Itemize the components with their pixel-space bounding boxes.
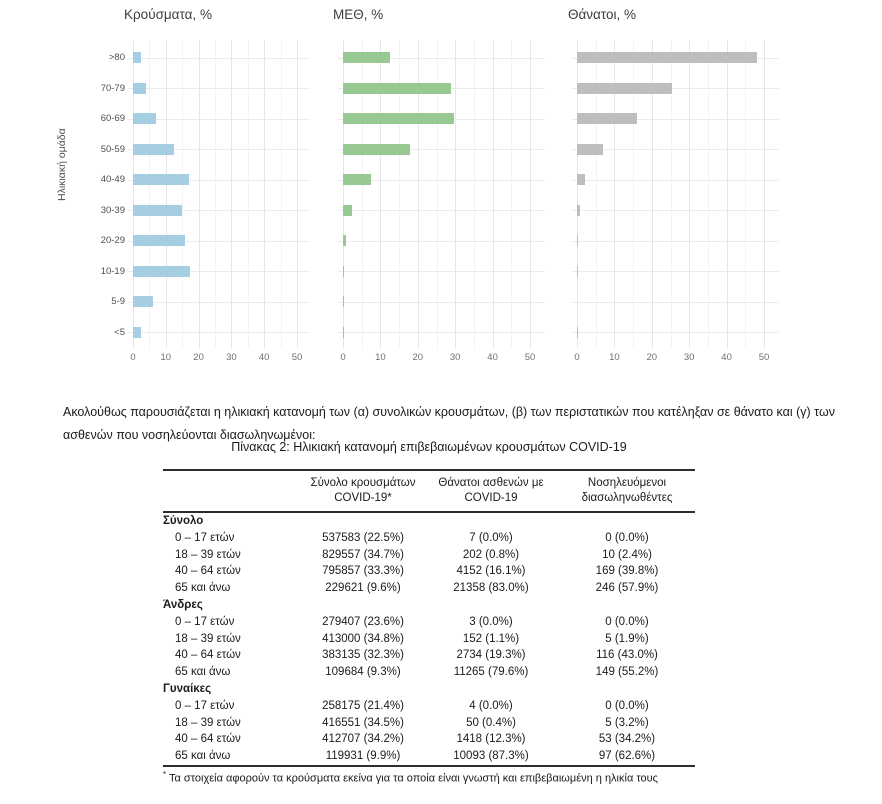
x-tick-label: 40	[487, 352, 498, 363]
category-label: 50-59	[100, 143, 125, 155]
column-header: Σύνολο κρουσμάτων COVID-19*	[310, 477, 416, 504]
bar-50-59	[577, 144, 603, 155]
gridline-category	[338, 332, 545, 333]
gridline-category	[338, 210, 545, 211]
table-row	[163, 647, 695, 664]
gridline-category	[572, 241, 779, 242]
deaths-value: 152 (1.1%)	[462, 632, 520, 645]
empty-cell	[559, 681, 695, 698]
table-header-row	[163, 470, 695, 512]
deaths-value: 7 (0.0%)	[469, 531, 513, 544]
cases-value: 258175 (21.4%)	[322, 699, 404, 712]
bar-40-49	[133, 174, 189, 185]
cases-value: 119931 (9.9%)	[325, 750, 401, 763]
category-label: <5	[114, 326, 125, 338]
bar-10-19	[577, 266, 578, 277]
table-row	[163, 664, 695, 681]
deaths-value: 3 (0.0%)	[469, 615, 513, 628]
empty-cell	[559, 512, 695, 530]
intubated-value: 116 (43.0%)	[596, 649, 658, 662]
table-row	[163, 530, 695, 547]
y-axis-title: Ηλικιακή ομάδα	[56, 128, 68, 201]
age-group-label: 65 και άνω	[175, 582, 231, 595]
x-tick-label: 20	[646, 352, 658, 363]
table-row	[163, 580, 695, 597]
deaths-value: 2734 (19.3%)	[456, 649, 526, 662]
table-row	[163, 731, 695, 748]
chart-title-deaths: Θάνατοι, %	[568, 7, 637, 22]
section-row	[163, 681, 695, 698]
intubated-value: 169 (39.8%)	[595, 565, 659, 578]
x-tick-label: 40	[258, 352, 270, 363]
age-group-label: 0 – 17 ετών	[175, 531, 235, 544]
cases-value: 795857 (33.3%)	[322, 565, 404, 578]
category-label: 30-39	[100, 204, 125, 216]
empty-cell	[423, 597, 559, 614]
intubated-value: 149 (55.2%)	[595, 666, 659, 679]
bar-30-39	[133, 205, 182, 216]
section-label: Σύνολο	[163, 515, 204, 527]
bar-60-69	[577, 113, 637, 124]
x-tick-label: 10	[160, 352, 172, 363]
gridline-category	[128, 302, 310, 303]
x-tick-label: 10	[609, 352, 620, 363]
intubated-value: 0 (0.0%)	[605, 531, 649, 544]
x-tick-label: 50	[758, 352, 770, 363]
footnote-marker: *	[163, 769, 167, 779]
chart-title-cases: Κρούσματα, %	[124, 7, 212, 22]
bar-<5	[343, 327, 344, 338]
category-label: 10-19	[100, 265, 125, 277]
category-label: >80	[108, 52, 125, 63]
empty-cell	[303, 512, 423, 530]
deaths-value: 202 (0.8%)	[462, 548, 520, 561]
deaths-value: 4 (0.0%)	[469, 699, 513, 712]
x-tick-label: 30	[449, 352, 461, 363]
bar->80	[133, 52, 141, 63]
empty-cell	[303, 681, 423, 698]
age-group-label: 40 – 64 ετών	[175, 649, 241, 662]
bar-60-69	[343, 113, 454, 124]
column-header	[163, 470, 303, 512]
cases-value: 829557 (34.7%)	[322, 548, 404, 561]
intro-paragraph: Ακολούθως παρουσιάζεται η ηλικιακή κατανομή των (α) συνολικών κρουσμάτων, (β) των περιστατικών που κατέληξαν σε θάνατο και (γ) των ασθενών που νοσηλεύονται διασωληνωμένοι:	[63, 404, 835, 442]
deaths-value: 10093 (87.3%)	[453, 750, 529, 763]
x-tick-label: 20	[412, 352, 424, 363]
table-row	[163, 563, 695, 580]
gridline-category	[128, 88, 310, 89]
table-row	[163, 547, 695, 564]
cases-value: 537583 (22.5%)	[322, 531, 404, 544]
bar-40-49	[577, 174, 585, 185]
bar-5-9	[133, 296, 153, 307]
section-row	[163, 597, 695, 614]
table-block	[163, 440, 695, 785]
category-label: 70-79	[100, 82, 125, 94]
gridline-category	[338, 271, 545, 272]
gridline-category	[572, 180, 779, 181]
x-tick-label: 30	[683, 352, 695, 363]
bar-50-59	[343, 144, 410, 155]
age-group-label: 0 – 17 ετών	[175, 699, 235, 712]
age-distribution-charts	[0, 0, 882, 375]
intubated-value: 5 (3.2%)	[605, 716, 649, 729]
age-group-label: 0 – 17 ετών	[175, 615, 235, 628]
x-tick-label: 50	[291, 352, 303, 363]
bar-<5	[577, 327, 578, 338]
cases-value: 413000 (34.8%)	[322, 632, 404, 645]
cases-value: 229621 (9.6%)	[325, 582, 401, 595]
age-group-label: 18 – 39 ετών	[175, 632, 241, 645]
age-group-label: 40 – 64 ετών	[175, 733, 241, 746]
x-tick-label: 0	[574, 352, 580, 363]
age-group-label: 18 – 39 ετών	[175, 548, 241, 561]
table-header	[163, 470, 695, 512]
x-tick-label: 40	[721, 352, 732, 363]
table-body	[163, 512, 695, 766]
bar-60-69	[133, 113, 156, 124]
gridline-category	[128, 332, 310, 333]
chart-title-icu: ΜΕΘ, %	[333, 7, 384, 22]
empty-cell	[423, 512, 559, 530]
intubated-value: 0 (0.0%)	[605, 615, 649, 628]
age-group-label: 65 και άνω	[175, 666, 231, 679]
bar-30-39	[577, 205, 580, 216]
gridline-category	[572, 210, 779, 211]
age-group-label: 40 – 64 ετών	[175, 565, 241, 578]
bar-10-19	[343, 266, 344, 277]
bar-20-29	[577, 235, 578, 246]
x-tick-label: 20	[193, 352, 204, 363]
age-distribution-table	[163, 469, 695, 767]
bar-10-19	[133, 266, 190, 277]
x-tick-label: 0	[340, 352, 346, 363]
bar->80	[343, 52, 390, 63]
gridline-category	[128, 58, 310, 59]
bar-50-59	[133, 144, 174, 155]
intubated-value: 0 (0.0%)	[605, 699, 649, 712]
bar-70-79	[133, 83, 146, 94]
bar->80	[577, 52, 757, 63]
empty-cell	[559, 597, 695, 614]
x-tick-label: 10	[375, 352, 386, 363]
empty-cell	[423, 681, 559, 698]
category-label: 60-69	[100, 113, 125, 125]
bar-20-29	[133, 235, 185, 246]
gridline-category	[572, 332, 779, 333]
cases-value: 383135 (32.3%)	[322, 649, 404, 662]
table-row	[163, 631, 695, 648]
bar-<5	[133, 327, 141, 338]
empty-cell	[303, 597, 423, 614]
deaths-value: 11265 (79.6%)	[453, 666, 529, 679]
section-label: Άνδρες	[163, 598, 203, 611]
footnote-text: Τα στοιχεία αφορούν τα κρούσματα εκείνα για τα οποία είναι γνωστή και επιβεβαιωμένη η ηλικία τους	[168, 772, 658, 785]
intubated-value: 97 (62.6%)	[598, 750, 656, 763]
gridline-category	[338, 241, 545, 242]
x-tick-label: 50	[524, 352, 536, 363]
bar-5-9	[343, 296, 344, 307]
intubated-value: 5 (1.9%)	[605, 632, 649, 645]
cases-value: 416551 (34.5%)	[322, 716, 404, 729]
bar-30-39	[343, 205, 352, 216]
category-label: 20-29	[100, 235, 125, 247]
age-group-label: 18 – 39 ετών	[175, 716, 241, 729]
deaths-value: 4152 (16.1%)	[456, 565, 526, 578]
deaths-value: 50 (0.4%)	[466, 716, 516, 729]
gridline-category	[572, 271, 779, 272]
table-row	[163, 698, 695, 715]
deaths-value: 21358 (83.0%)	[453, 582, 529, 595]
gridline-category	[572, 302, 779, 303]
table-row	[163, 748, 695, 766]
table-row	[163, 614, 695, 631]
table-caption: Πίνακας 2: Ηλικιακή κατανομή επιβεβαιωμένων κρουσμάτων COVID-19	[231, 440, 627, 454]
category-label: 5-9	[111, 296, 125, 308]
x-tick-label: 30	[226, 352, 237, 363]
intubated-value: 246 (57.9%)	[595, 582, 659, 595]
bar-70-79	[343, 83, 451, 94]
intubated-value: 53 (34.2%)	[598, 733, 656, 746]
cases-value: 412707 (34.2%)	[322, 733, 404, 746]
table-row	[163, 715, 695, 732]
age-group-label: 65 και άνω	[175, 750, 231, 763]
cases-value: 279407 (23.6%)	[322, 615, 404, 628]
section-row	[163, 512, 695, 530]
category-label: 40-49	[100, 174, 125, 186]
column-header: Νοσηλευόμενοι διασωληνωθέντες	[581, 477, 673, 504]
section-label: Γυναίκες	[163, 682, 212, 695]
bar-40-49	[343, 174, 371, 185]
deaths-value: 1418 (12.3%)	[456, 733, 526, 746]
cases-value: 109684 (9.3%)	[325, 666, 401, 679]
gridline-category	[338, 302, 545, 303]
intubated-value: 10 (2.4%)	[602, 548, 652, 561]
bar-20-29	[343, 235, 346, 246]
table-footnote	[163, 770, 695, 785]
bar-70-79	[577, 83, 672, 94]
x-tick-label: 0	[130, 352, 136, 363]
column-header: Θάνατοι ασθενών με COVID-19	[438, 477, 544, 504]
